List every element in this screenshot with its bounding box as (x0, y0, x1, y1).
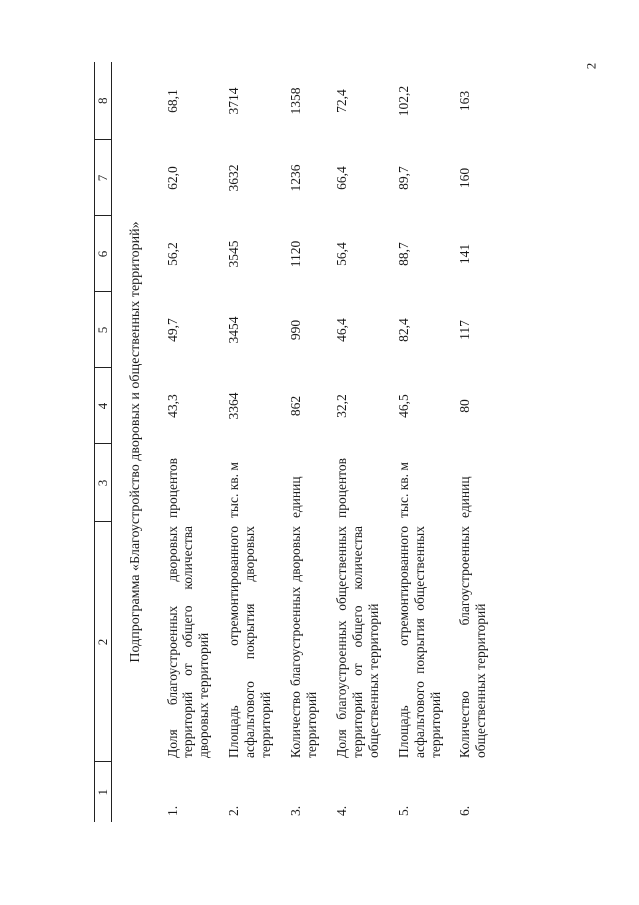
value-col5: 82,4 (395, 318, 411, 342)
value-col8: 3714 (226, 87, 242, 115)
value-col4: 43,3 (164, 394, 180, 418)
header-row (95, 62, 112, 822)
value-col8: 1358 (288, 87, 304, 115)
value-col5: 990 (288, 319, 304, 341)
value-col4: 80 (457, 399, 473, 413)
row-number: 2. (226, 805, 242, 816)
section-row (112, 62, 159, 822)
value-col6: 1120 (288, 240, 304, 268)
table-row (390, 62, 452, 822)
indicator-name: Количество благоустроенных дворовых территорий (288, 526, 319, 758)
indicators-table (94, 62, 497, 822)
rotated-table-container (94, 62, 634, 822)
column-header: 1 (95, 762, 112, 822)
table-row (451, 62, 497, 822)
indicator-name: Площадь отремонтированного асфальтового покрытия дворовых территорий (226, 526, 274, 758)
value-col4: 862 (288, 395, 304, 417)
column-header: 4 (95, 368, 112, 444)
unit: процентов (333, 457, 349, 518)
column-header: 6 (95, 216, 112, 292)
row-number: 5. (395, 805, 411, 816)
value-col6: 88,7 (395, 242, 411, 266)
row-number: 1. (164, 805, 180, 816)
unit: процентов (164, 457, 180, 518)
value-col4: 46,5 (395, 394, 411, 418)
value-col8: 72,4 (333, 89, 349, 113)
table-row (328, 62, 390, 822)
value-col6: 3545 (226, 240, 242, 268)
value-col5: 3454 (226, 316, 242, 344)
value-col6: 56,4 (333, 242, 349, 266)
value-col8: 102,2 (395, 85, 411, 117)
page-number: 2 (583, 62, 599, 70)
indicator-name: Доля благоустроенных общественных территорий от общего количества общественных территорий (333, 526, 381, 758)
column-header: 7 (95, 140, 112, 216)
table-row (159, 62, 221, 822)
value-col7: 3632 (226, 164, 242, 192)
unit: единиц (457, 476, 473, 518)
unit: тыс. кв. м (395, 462, 411, 518)
value-col4: 32,2 (333, 394, 349, 418)
unit: единиц (288, 476, 304, 518)
value-col6: 141 (457, 243, 473, 265)
row-number: 6. (457, 805, 473, 816)
value-col5: 117 (457, 320, 473, 340)
value-col5: 46,4 (333, 318, 349, 342)
table-row (220, 62, 282, 822)
value-col7: 160 (457, 167, 473, 189)
row-number: 4. (333, 805, 349, 816)
value-col8: 163 (457, 90, 473, 112)
value-col5: 49,7 (164, 318, 180, 342)
value-col7: 89,7 (395, 166, 411, 190)
unit: тыс. кв. м (226, 462, 242, 518)
column-header: 5 (95, 292, 112, 368)
indicator-name: Количество благоустроенных общественных территорий (457, 526, 489, 758)
row-number: 3. (288, 805, 304, 816)
value-col7: 1236 (288, 164, 304, 192)
value-col7: 62,0 (164, 166, 180, 190)
column-header: 8 (95, 62, 112, 140)
value-col4: 3364 (226, 392, 242, 420)
section-title: Подпрограмма «Благоустройство дворовых и общественных территорий» (128, 221, 143, 663)
column-header: 3 (95, 444, 112, 522)
column-header: 2 (95, 522, 112, 762)
value-col7: 66,4 (333, 166, 349, 190)
table-row (282, 62, 328, 822)
value-col8: 68,1 (164, 89, 180, 113)
indicator-name: Площадь отремонтированного асфальтового покрытия общественных территорий (395, 526, 443, 758)
indicator-name: Доля благоустроенных дворовых территорий от общего количества дворовых территорий (164, 526, 212, 758)
value-col6: 56,2 (164, 242, 180, 266)
